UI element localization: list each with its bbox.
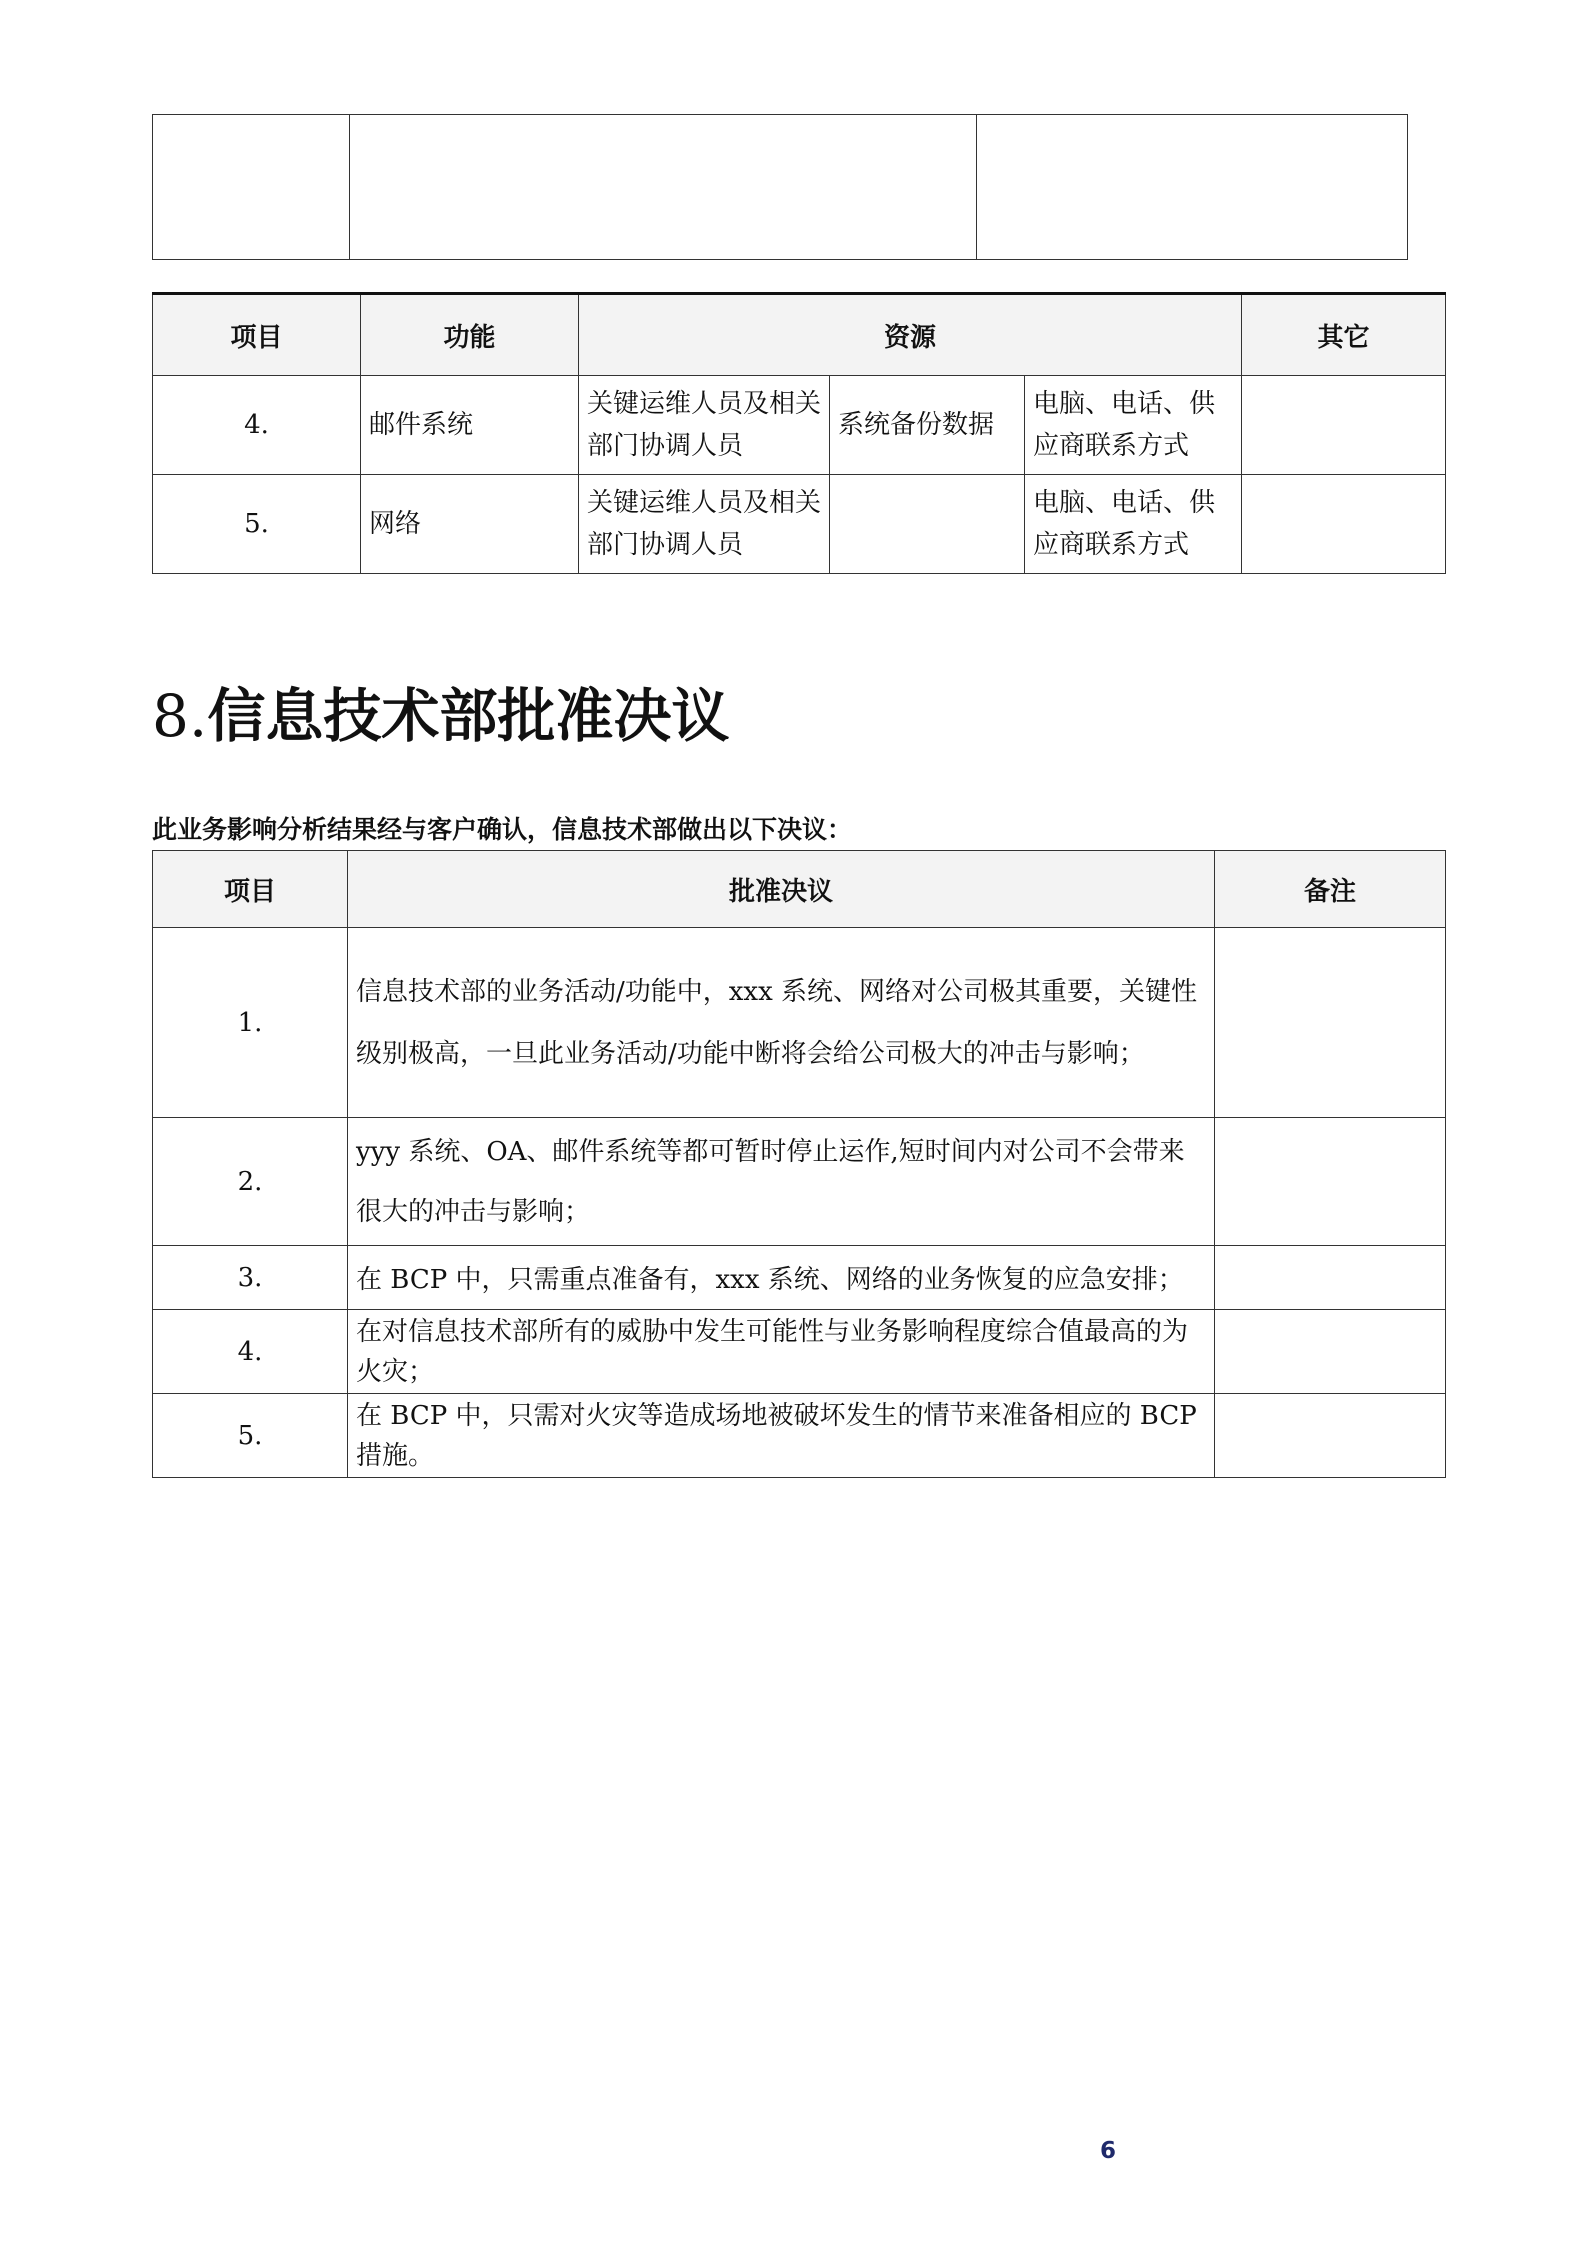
header-remark: 备注 [1215, 851, 1446, 928]
row-data: 系统备份数据 [830, 376, 1025, 475]
table-row [153, 376, 1446, 475]
header-function: 功能 [361, 294, 579, 376]
row-number: 4. [153, 1310, 348, 1394]
table-header-row [153, 851, 1446, 928]
row-decision-text: 信息技术部的业务活动/功能中，xxx 系统、网络对公司极其重要，关键性级别极高，一旦此业务活动/功能中断将会给公司极大的冲击与影响； [348, 928, 1215, 1118]
row-data [830, 475, 1025, 574]
row-remark [1215, 1246, 1446, 1310]
row-equipment: 电脑、电话、供应商联系方式 [1025, 376, 1242, 475]
table-row [153, 1246, 1446, 1310]
row-other [1242, 475, 1446, 574]
row-remark [1215, 928, 1446, 1118]
row-remark [1215, 1310, 1446, 1394]
row-other [1242, 376, 1446, 475]
row-number: 1. [153, 928, 348, 1118]
table-row [153, 115, 1408, 260]
header-item: 项目 [153, 294, 361, 376]
header-resources: 资源 [579, 294, 1242, 376]
section-number: 8. [152, 682, 208, 750]
table-row [153, 928, 1446, 1118]
row-personnel: 关键运维人员及相关部门协调人员 [579, 475, 830, 574]
row-remark [1215, 1394, 1446, 1478]
table-row [153, 1310, 1446, 1394]
row-number: 4. [153, 376, 361, 475]
row-remark [1215, 1118, 1446, 1246]
section-title [152, 676, 729, 756]
row-personnel: 关键运维人员及相关部门协调人员 [579, 376, 830, 475]
row-number: 5. [153, 1394, 348, 1478]
row-equipment: 电脑、电话、供应商联系方式 [1025, 475, 1242, 574]
table-row [153, 1118, 1446, 1246]
table-row [153, 475, 1446, 574]
header-item: 项目 [153, 851, 348, 928]
table-header-row [153, 294, 1446, 376]
section-intro: 此业务影响分析结果经与客户确认，信息技术部做出以下决议： [152, 815, 853, 844]
row-decision-text: 在对信息技术部所有的威胁中发生可能性与业务影响程度综合值最高的为火灾； [348, 1310, 1215, 1394]
continued-table [152, 114, 1408, 260]
row-function: 邮件系统 [361, 376, 579, 475]
row-decision-text: 在 BCP 中，只需重点准备有，xxx 系统、网络的业务恢复的应急安排； [348, 1246, 1215, 1310]
resources-table [152, 292, 1446, 574]
header-decision: 批准决议 [348, 851, 1215, 928]
table-cell [350, 115, 977, 260]
header-other: 其它 [1242, 294, 1446, 376]
section-title-text: 信息技术部批准决议 [207, 682, 730, 750]
row-decision-text: yyy 系统、OA、邮件系统等都可暂时停止运作,短时间内对公司不会带来很大的冲击与影响； [348, 1118, 1215, 1246]
table-cell [977, 115, 1408, 260]
table-row [153, 1394, 1446, 1478]
page-number: 6 [1100, 2138, 1117, 2164]
decisions-table [152, 850, 1446, 1478]
row-function: 网络 [361, 475, 579, 574]
row-number: 3. [153, 1246, 348, 1310]
row-number: 5. [153, 475, 361, 574]
row-number: 2. [153, 1118, 348, 1246]
table-cell [153, 115, 350, 260]
row-decision-text: 在 BCP 中，只需对火灾等造成场地被破坏发生的情节来准备相应的 BCP 措施。 [348, 1394, 1215, 1478]
